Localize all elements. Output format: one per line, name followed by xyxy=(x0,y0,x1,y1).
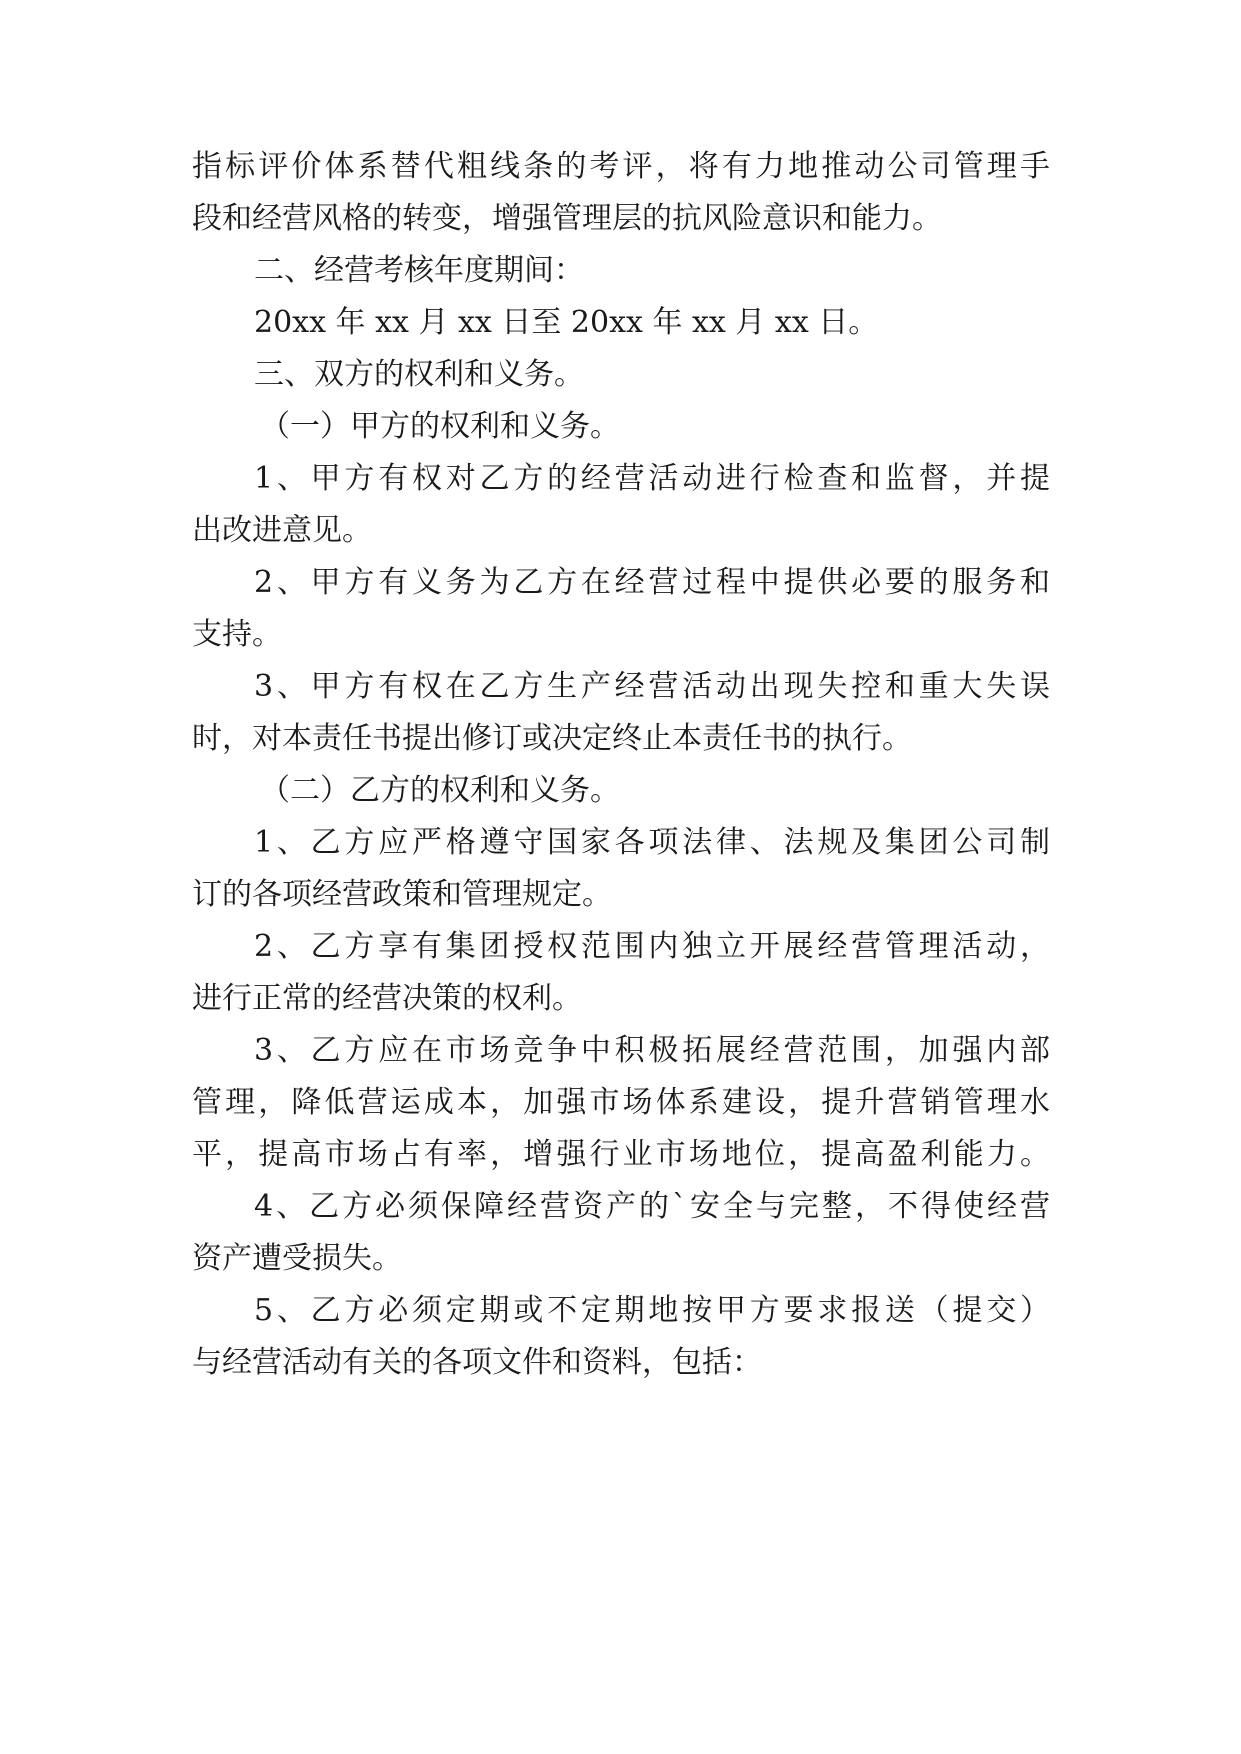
subsection-heading-text: （二）乙方的权利和义务。 xyxy=(260,773,620,808)
date-range-text: 20xx 年 xx 月 xx 日至 20xx 年 xx 月 xx 日。 xyxy=(254,305,879,340)
text-line xyxy=(0,454,1241,504)
list-item-text: 订的各项经营政策和管理规定。 xyxy=(192,877,612,912)
list-item-text: 2、甲方有义务为乙方在经营过程中提供必要的服务和 xyxy=(254,565,1050,600)
text-line xyxy=(0,870,1241,920)
text-line xyxy=(0,974,1241,1024)
list-item-text: 资产遭受损失。 xyxy=(192,1241,402,1276)
text-line xyxy=(0,1182,1241,1232)
text-line xyxy=(0,662,1241,712)
text-line xyxy=(0,1286,1241,1336)
list-item-text: 3、乙方应在市场竞争中积极拓展经营范围，加强内部 xyxy=(254,1033,1050,1068)
text-line xyxy=(0,1078,1241,1128)
list-item-text: 平，提高市场占有率，增强行业市场地位，提高盈利能力。 xyxy=(192,1137,1050,1172)
text-line xyxy=(0,558,1241,608)
section-heading xyxy=(0,350,1241,400)
text-line xyxy=(0,506,1241,556)
list-item-text: 管理，降低营运成本，加强市场体系建设，提升营销管理水 xyxy=(192,1085,1050,1120)
text-line xyxy=(0,922,1241,972)
list-item-text: 4、乙方必须保障经营资产的`安全与完整，不得使经营 xyxy=(254,1189,1050,1224)
list-item-text: 5、乙方必须定期或不定期地按甲方要求报送（提交） xyxy=(254,1293,1050,1328)
text-line xyxy=(0,818,1241,868)
list-item-text: 3、甲方有权在乙方生产经营活动出现失控和重大失误 xyxy=(254,669,1050,704)
text-line xyxy=(0,194,1241,244)
text-line xyxy=(0,142,1241,192)
text-line xyxy=(0,714,1241,764)
list-item-text: 出改进意见。 xyxy=(192,513,372,548)
subsection-heading-text: （一）甲方的权利和义务。 xyxy=(260,409,620,444)
section-heading-text: 二、经营考核年度期间： xyxy=(254,253,584,288)
text-line xyxy=(0,1026,1241,1076)
list-item-text: 支持。 xyxy=(192,617,282,652)
list-item-text: 2、乙方享有集团授权范围内独立开展经营管理活动， xyxy=(254,929,1050,964)
text-line xyxy=(0,1234,1241,1284)
paragraph-text: 段和经营风格的转变，增强管理层的抗风险意识和能力。 xyxy=(192,201,942,236)
list-item-text: 1、乙方应严格遵守国家各项法律、法规及集团公司制 xyxy=(254,825,1050,860)
paragraph-text: 指标评价体系替代粗线条的考评，将有力地推动公司管理手 xyxy=(192,149,1050,184)
section-heading-text: 三、双方的权利和义务。 xyxy=(254,357,584,392)
section-heading xyxy=(0,246,1241,296)
list-item-text: 1、甲方有权对乙方的经营活动进行检查和监督，并提 xyxy=(254,461,1050,496)
text-line xyxy=(0,610,1241,660)
text-line xyxy=(0,298,1241,348)
subsection-heading xyxy=(0,766,1241,816)
text-line xyxy=(0,1130,1241,1180)
subsection-heading xyxy=(0,402,1241,452)
list-item-text: 时，对本责任书提出修订或决定终止本责任书的执行。 xyxy=(192,721,912,756)
list-item-text: 进行正常的经营决策的权利。 xyxy=(192,981,582,1016)
list-item-text: 与经营活动有关的各项文件和资料，包括： xyxy=(192,1345,762,1380)
text-line xyxy=(0,1338,1241,1388)
